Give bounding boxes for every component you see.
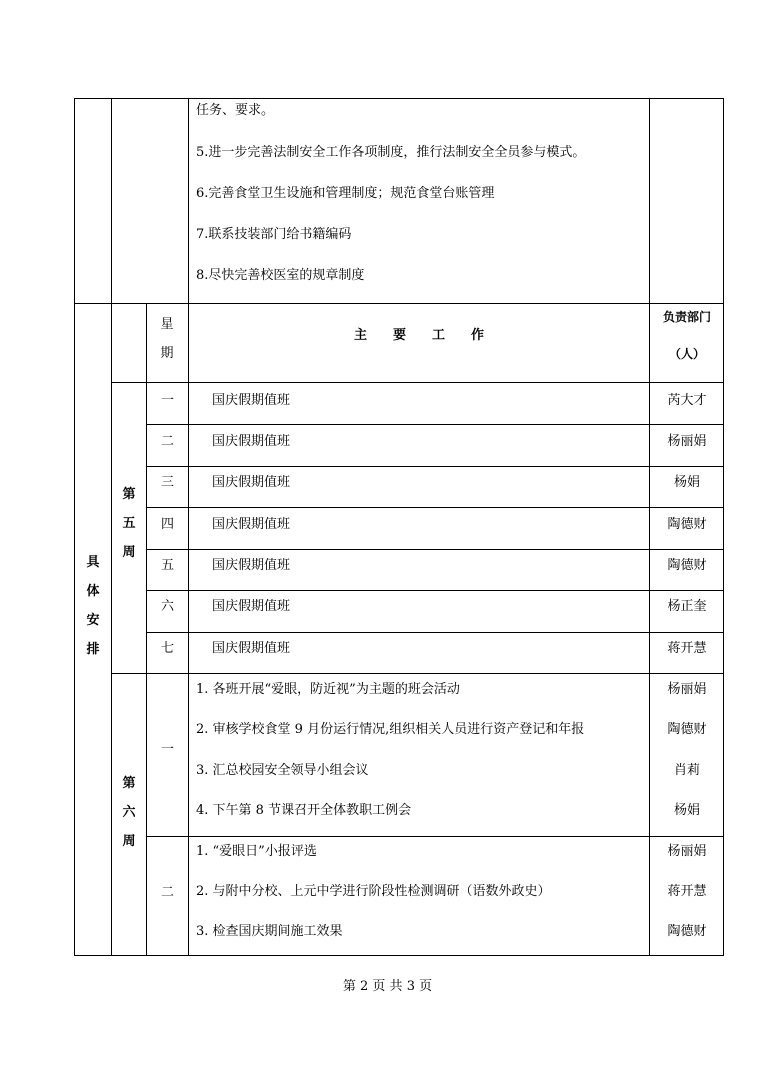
table-divider	[74, 303, 724, 304]
task-line: 任务、要求。	[196, 103, 275, 118]
weekday-cell: 四	[160, 517, 174, 532]
person-cell: 陶德财	[667, 924, 707, 939]
person-cell: 杨娟	[673, 475, 700, 490]
work-cell: 4. 下午第 8 节课召开全体教职工例会	[196, 803, 412, 818]
task-line: 8.尽快完善校医室的规章制度	[196, 268, 365, 283]
weekday-cell: 七	[160, 641, 174, 656]
dept-column-header-sub: （人）	[668, 347, 705, 361]
work-cell: 国庆假期值班	[212, 641, 291, 656]
table-divider	[146, 549, 724, 550]
person-cell: 蒋开慧	[667, 884, 707, 899]
section-label	[83, 555, 103, 671]
section-label-char: 安	[86, 613, 100, 628]
work-cell: 国庆假期值班	[212, 434, 291, 449]
weekday-column-header	[157, 317, 177, 375]
person-cell: 杨正奎	[667, 599, 707, 614]
work-cell: 国庆假期值班	[212, 393, 291, 408]
table-divider	[111, 673, 724, 674]
week5-label-char: 第	[122, 487, 136, 502]
table-divider	[146, 466, 724, 467]
weekday-cell: 三	[160, 475, 174, 490]
dept-column-header: 负责部门	[662, 310, 711, 324]
work-cell: 国庆假期值班	[212, 517, 291, 532]
person-cell: 陶德财	[667, 722, 707, 737]
work-cell: 3. 汇总校园安全领导小组会议	[196, 763, 369, 778]
week5-label-char: 周	[122, 545, 136, 560]
section-label-char: 排	[86, 642, 100, 657]
person-cell: 陶德财	[667, 517, 707, 532]
work-column-header: 主 要 工 作	[353, 328, 484, 343]
table-divider	[188, 303, 189, 956]
person-cell: 杨娟	[673, 803, 700, 818]
work-cell: 3. 检查国庆期间施工效果	[196, 924, 343, 939]
person-cell: 杨丽娟	[667, 682, 707, 697]
work-cell: 国庆假期值班	[212, 599, 291, 614]
work-cell: 2. 审核学校食堂 9 月份运行情况,组织相关人员进行资产登记和年报	[196, 722, 585, 737]
table-divider	[188, 98, 189, 303]
work-cell: 国庆假期值班	[212, 475, 291, 490]
week5-label-char: 五	[122, 516, 136, 531]
weekday-cell: 二	[160, 434, 174, 449]
table-divider	[146, 632, 724, 633]
week6-label-char: 第	[122, 776, 136, 791]
table-divider	[146, 836, 724, 837]
weekday-cell: 一	[160, 393, 174, 408]
weekday-cell: 五	[160, 558, 174, 573]
person-cell: 蒋开慧	[667, 641, 707, 656]
week6-label-char: 六	[122, 805, 136, 820]
section-label-char: 体	[86, 584, 100, 599]
work-cell: 2. 与附中分校、上元中学进行阶段性检测调研（语数外政史）	[196, 884, 551, 899]
task-line: 5.进一步完善法制安全工作各项制度，推行法制安全全员参与模式。	[196, 145, 586, 160]
person-cell: 杨丽娟	[667, 434, 707, 449]
table-divider	[111, 382, 724, 383]
work-cell: 1. 各班开展“爱眼，防近视”为主题的班会活动	[196, 682, 460, 697]
weekday-cell: 二	[160, 885, 174, 900]
table-divider	[146, 590, 724, 591]
table-divider	[111, 98, 112, 956]
task-line: 6.完善食堂卫生设施和管理制度；规范食堂台账管理	[196, 186, 495, 201]
table-divider	[146, 507, 724, 508]
weekday-header-char: 星	[160, 317, 174, 332]
week6-label-char: 周	[122, 834, 136, 849]
week5-label	[119, 487, 139, 574]
week6-label	[119, 776, 139, 863]
section-label-char: 具	[86, 555, 100, 570]
page-footer: 第 2 页 共 3 页	[342, 979, 433, 994]
person-cell: 肖莉	[673, 763, 700, 778]
person-cell: 芮大才	[667, 393, 707, 408]
work-cell: 国庆假期值班	[212, 558, 291, 573]
task-line: 7.联系技装部门给书籍编码	[196, 227, 352, 242]
weekday-cell: 六	[160, 599, 174, 614]
weekday-cell: 一	[160, 742, 174, 757]
work-cell: 1. “爱眼日”小报评选	[196, 844, 317, 859]
weekday-header-char: 期	[160, 346, 174, 361]
person-cell: 陶德财	[667, 558, 707, 573]
table-divider	[146, 424, 724, 425]
person-cell: 杨丽娟	[667, 844, 707, 859]
